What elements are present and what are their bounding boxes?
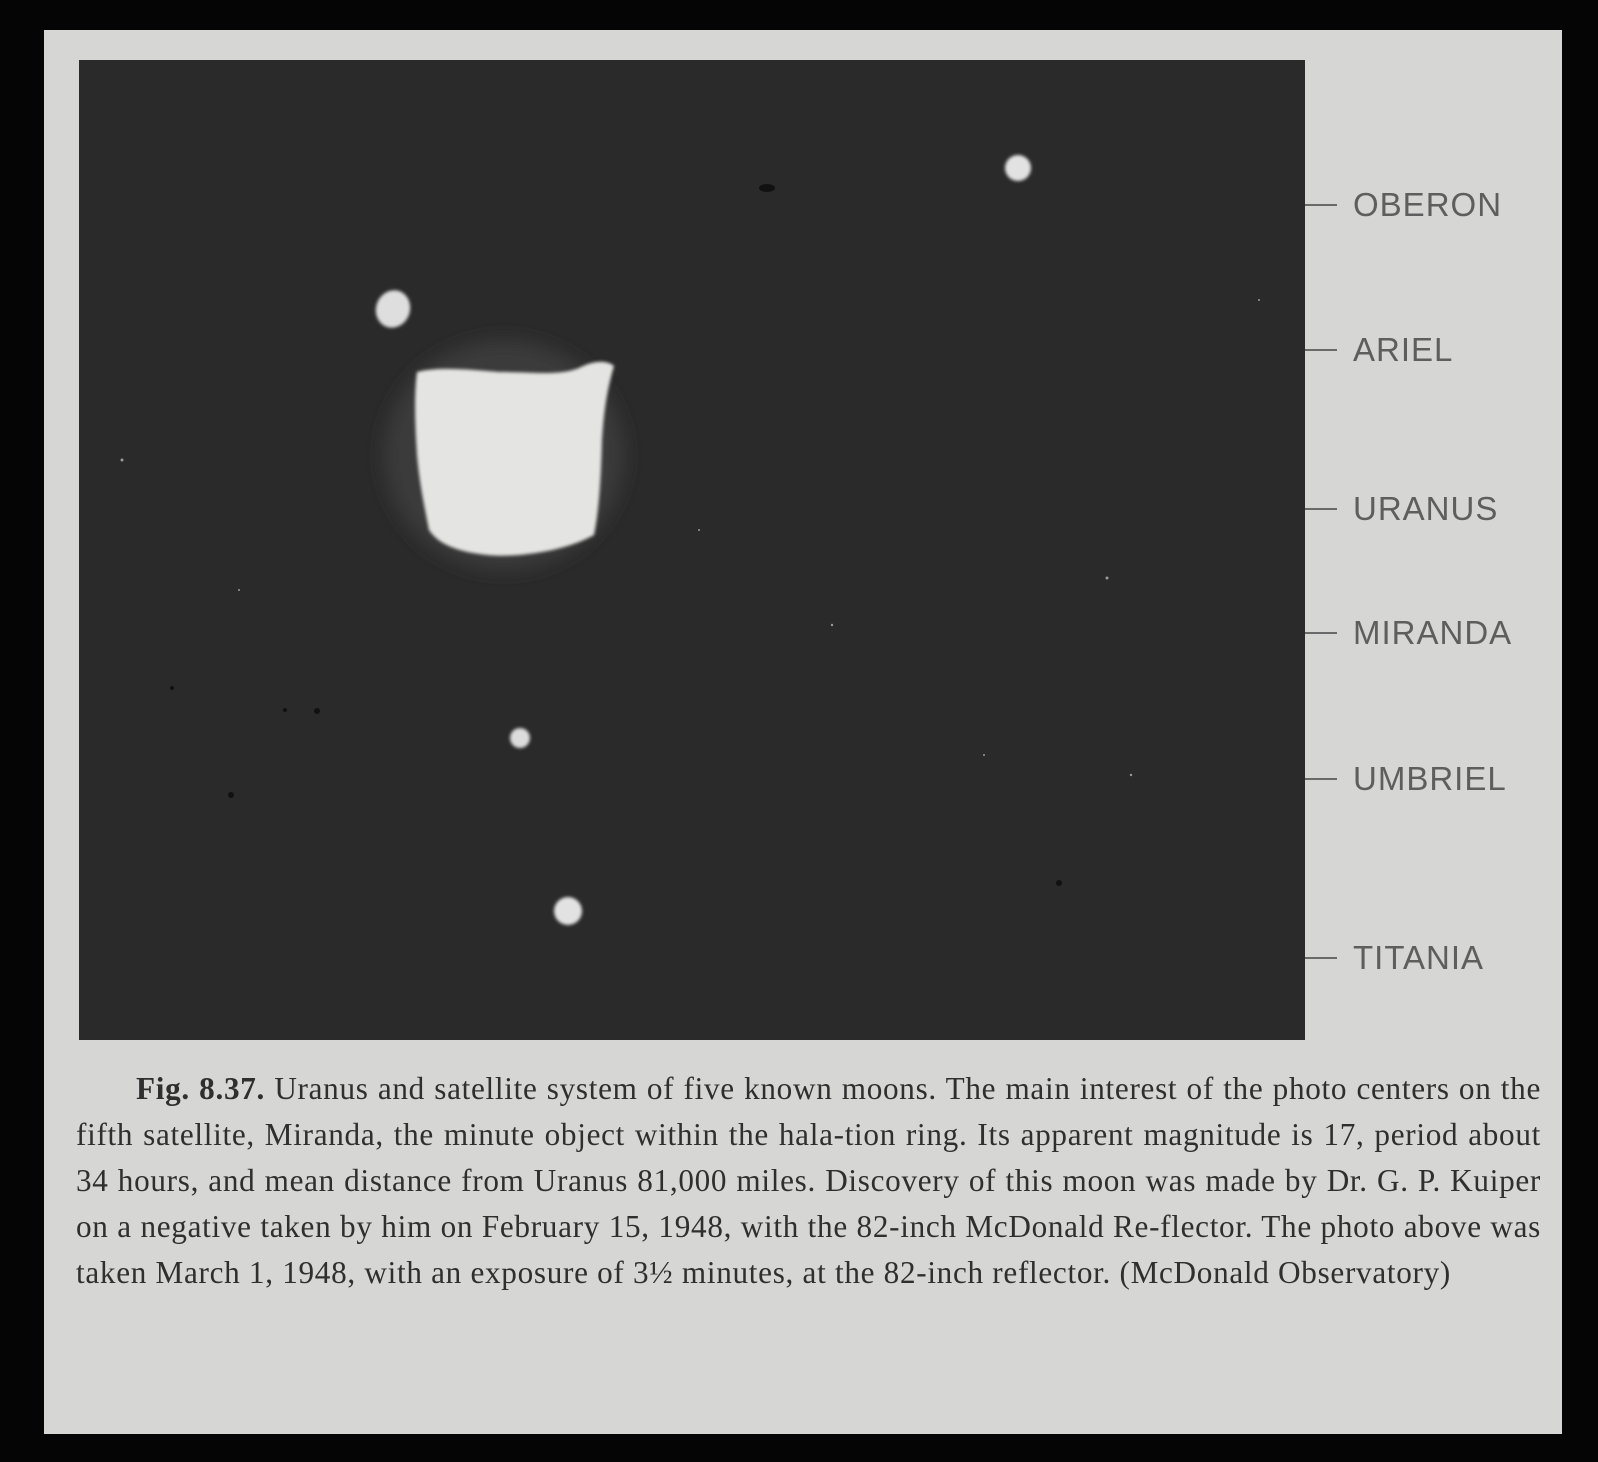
figure-caption: [76, 1066, 1541, 1296]
uranus-photograph: [79, 60, 1305, 1040]
oberon-moon: [1005, 155, 1031, 181]
slide-frame: [44, 30, 1562, 1434]
plate-specks: [170, 184, 1062, 886]
ariel-moon: [371, 285, 416, 332]
label-umbriel: [1305, 759, 1562, 799]
label-tick: [1305, 508, 1337, 510]
label-tick: [1305, 778, 1337, 780]
photo-canvas: [79, 60, 1305, 1040]
label-tick: [1305, 349, 1337, 351]
titania-moon: [554, 897, 582, 925]
label-text: ARIEL: [1353, 331, 1454, 368]
label-miranda: [1305, 613, 1562, 653]
label-tick: [1305, 957, 1337, 959]
label-text: OBERON: [1353, 186, 1503, 223]
plate-dust: [121, 299, 1261, 776]
umbriel-moon: [510, 728, 530, 748]
label-text: MIRANDA: [1353, 614, 1513, 651]
label-tick: [1305, 632, 1337, 634]
label-text: URANUS: [1353, 490, 1499, 527]
figure-number: Fig. 8.37.: [136, 1071, 266, 1106]
caption-text: Uranus and satellite system of five known moons. The main interest of the photo centers on the fifth satellite, Miranda, the minute object within the hala-tion ring. Its apparent magnitude is 17, period about 34 hours, and mean distance from Uranus 81,000 miles. Discovery of this moon was made by Dr. G. P. Kuiper on a negative taken by him on February 15, 1948, with the 82-inch McDonald Re-flector. The photo above was taken March 1, 1948, with an exposure of 3½ minutes, at the 82-inch reflector. (McDonald Observatory): [76, 1071, 1541, 1290]
label-tick: [1305, 204, 1337, 206]
label-oberon: [1305, 185, 1562, 225]
label-uranus: [1305, 489, 1562, 529]
uranus-blob: [415, 362, 614, 556]
label-ariel: [1305, 330, 1562, 370]
label-titania: [1305, 938, 1562, 978]
label-text: UMBRIEL: [1353, 760, 1507, 797]
label-text: TITANIA: [1353, 939, 1485, 976]
moon-label-column: [1305, 60, 1562, 1040]
